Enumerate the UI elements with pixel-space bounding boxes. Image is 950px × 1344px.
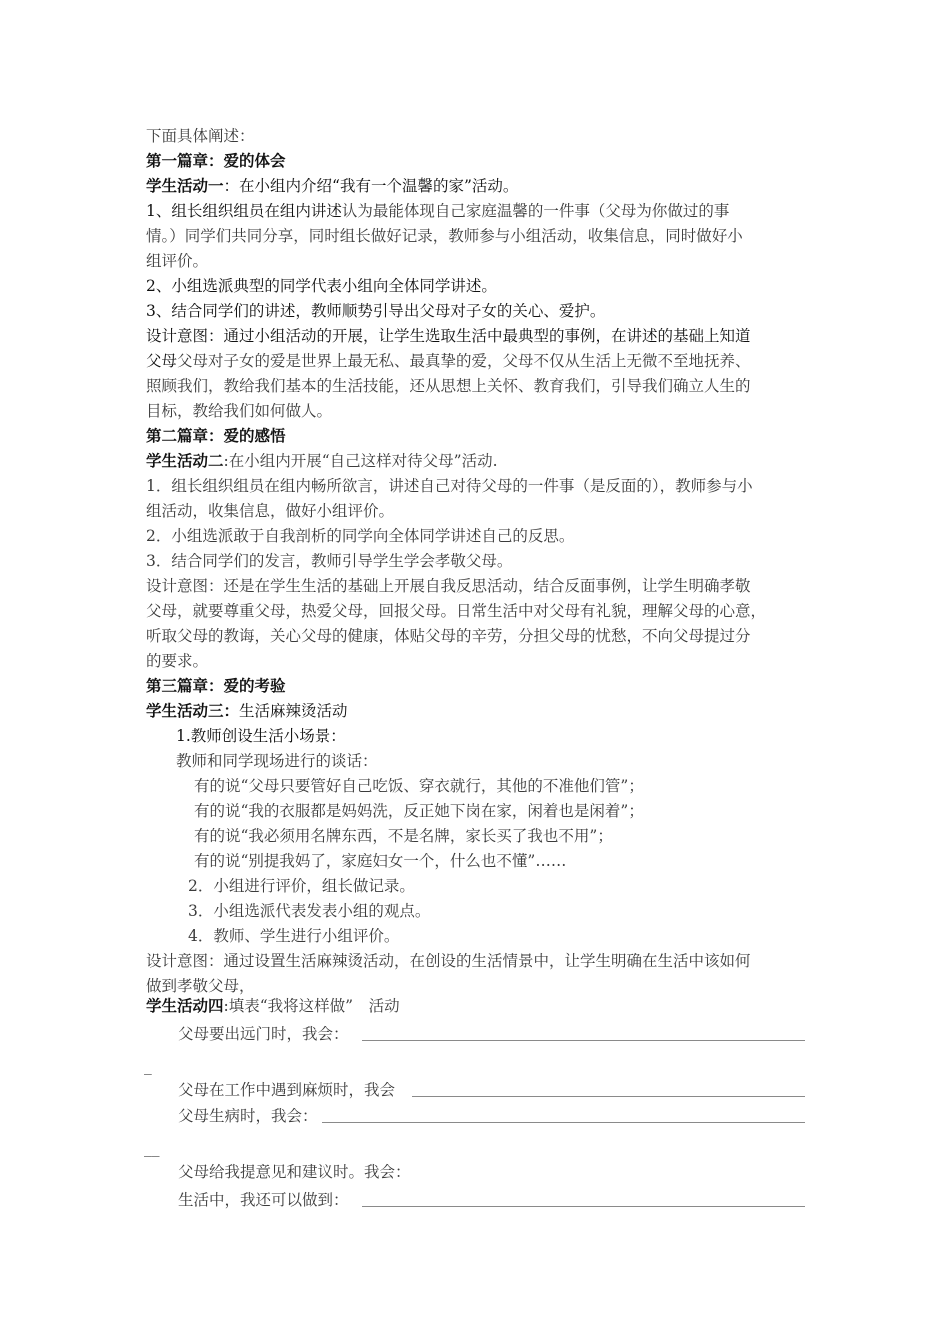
fill-prompt-5: 生活中，我还可以做到： — [178, 1191, 349, 1209]
activity-4-label: 学生活动四 — [146, 997, 224, 1015]
ch2-design-line-2: 父母，就要尊重父母，热爱父母，回报父母。日常生活中对父母有礼貌，理解父母的心意， — [146, 602, 767, 620]
ch1-item-1-line-1 — [146, 199, 729, 223]
ch1-design-line-1: 设计意图：通过小组活动的开展，让学生选取生活中最典型的事例，在讲述的基础上知道 — [146, 327, 751, 345]
ch3-quote-2: 有的说“我的衣服都是妈妈洗，反正她下岗在家，闲着也是闲着”； — [194, 802, 644, 820]
activity-2-heading — [146, 449, 498, 473]
ch1-item-1-a: 1、组长组织组员在组内讲述 — [146, 202, 342, 220]
ch3-step-4: 4．教师、学生进行小组评价。 — [188, 927, 400, 945]
ch1-item-1-line-3: 组评价。 — [146, 252, 209, 270]
chapter-2-title: 第二篇章：爱的感悟 — [146, 427, 286, 445]
fill-prompt-1: 父母要出远门时，我会： — [178, 1025, 349, 1043]
ch2-item-2: 2．小组选派敢于自我剖析的同学向全体同学讲述自己的反思。 — [146, 527, 575, 545]
ch1-item-3: 3、结合同学们的讲述，教师顺势引导出父母对子女的关心、爱护。 — [146, 302, 606, 320]
ch1-design-line-4: 目标，教给我们如何做人。 — [146, 402, 333, 420]
fill-line-2[interactable] — [412, 1096, 805, 1097]
ch3-design-line-1: 设计意图：通过设置生活麻辣烫活动，在创设的生活情景中，让学生明确在生活中该如何 — [146, 952, 751, 970]
fill-overflow-1: _ — [144, 1057, 152, 1075]
fill-overflow-3: __ — [144, 1139, 160, 1157]
fill-line-1[interactable] — [362, 1040, 805, 1041]
activity-1-heading — [146, 174, 518, 198]
activity-3-heading — [146, 699, 348, 723]
activity-2-text: :在小组内开展“自己这样对待父母”活动. — [223, 452, 498, 470]
activity-1-label: 学生活动一 — [146, 177, 224, 195]
ch1-item-1-line-2: 情。）同学们共同分享，同时组长做好记录，教师参与小组活动，收集信息，同时做好小 — [146, 227, 743, 245]
activity-4-text: :填表“我将这样做” 活动 — [223, 997, 400, 1015]
ch3-design-line-2: 做到孝敬父母， — [146, 977, 255, 995]
fill-prompt-2: 父母在工作中遇到麻烦时，我会 — [178, 1081, 396, 1099]
ch3-quote-3: 有的说“我必须用名牌东西，不是名牌，家长买了我也不用”； — [194, 827, 613, 845]
activity-1-text: ：在小组内介绍“我有一个温馨的家”活动。 — [223, 177, 519, 195]
ch1-design-line-3: 照顾我们，教给我们基本的生活技能，还从思想上关怀、教育我们，引导我们确立人生的 — [146, 377, 751, 395]
ch3-step-1-sub: 教师和同学现场进行的谈话： — [176, 752, 378, 770]
fill-prompt-3: 父母生病时，我会： — [178, 1107, 318, 1125]
ch1-design-2a: 父母 — [146, 352, 178, 370]
ch3-quote-4: 有的说“别提我妈了，家庭妇女一个，什么也不懂”…… — [194, 852, 567, 870]
ch2-design-line-3: 听取父母的教诲，关心父母的健康，体贴父母的辛劳，分担父母的忧愁，不向父母提过分 — [146, 627, 751, 645]
activity-2-label: 学生活动二 — [146, 452, 224, 470]
activity-3-label: 学生活动三： — [146, 702, 240, 720]
ch3-step-1: 1.教师创设生活小场景： — [176, 727, 346, 745]
fill-prompt-4: 父母给我提意见和建议时。我会： — [178, 1163, 411, 1181]
ch3-quote-1: 有的说“父母只要管好自己吃饭、穿衣就行，其他的不准他们管”； — [194, 777, 644, 795]
chapter-3-title: 第三篇章：爱的考验 — [146, 677, 286, 695]
intro-line: 下面具体阐述： — [146, 127, 255, 145]
ch2-design-line-1: 设计意图：还是在学生生活的基础上开展自我反思活动，结合反面事例，让学生明确孝敬 — [146, 577, 751, 595]
ch1-design-2b: 父母对子女的爱是世界上最无私、最真挚的爱，父母不仅从生活上无微不至地抚养、 — [177, 352, 751, 370]
ch2-item-1-line-1: 1．组长组织组员在组内畅所欲言，讲述自己对待父母的一件事（是反面的），教师参与小 — [146, 477, 753, 495]
ch2-item-1-line-2: 组活动，收集信息，做好小组评价。 — [146, 502, 395, 520]
ch2-design-line-4: 的要求。 — [146, 652, 209, 670]
ch1-item-1-b: 认为最能体现自己家庭温馨的一件事（父母为你做过的事 — [341, 202, 730, 220]
fill-line-5[interactable] — [362, 1206, 805, 1207]
ch1-design-line-2 — [146, 349, 751, 373]
activity-3-text: 生活麻辣烫活动 — [239, 702, 348, 720]
activity-4-heading — [146, 994, 400, 1018]
fill-line-3[interactable] — [322, 1122, 805, 1123]
chapter-1-title: 第一篇章：爱的体会 — [146, 152, 286, 170]
ch3-step-2: 2．小组进行评价，组长做记录。 — [188, 877, 415, 895]
ch3-step-3: 3．小组选派代表发表小组的观点。 — [188, 902, 431, 920]
ch1-item-2: 2、小组选派典型的同学代表小组向全体同学讲述。 — [146, 277, 497, 295]
ch2-item-3: 3．结合同学们的发言，教师引导学生学会孝敬父母。 — [146, 552, 513, 570]
